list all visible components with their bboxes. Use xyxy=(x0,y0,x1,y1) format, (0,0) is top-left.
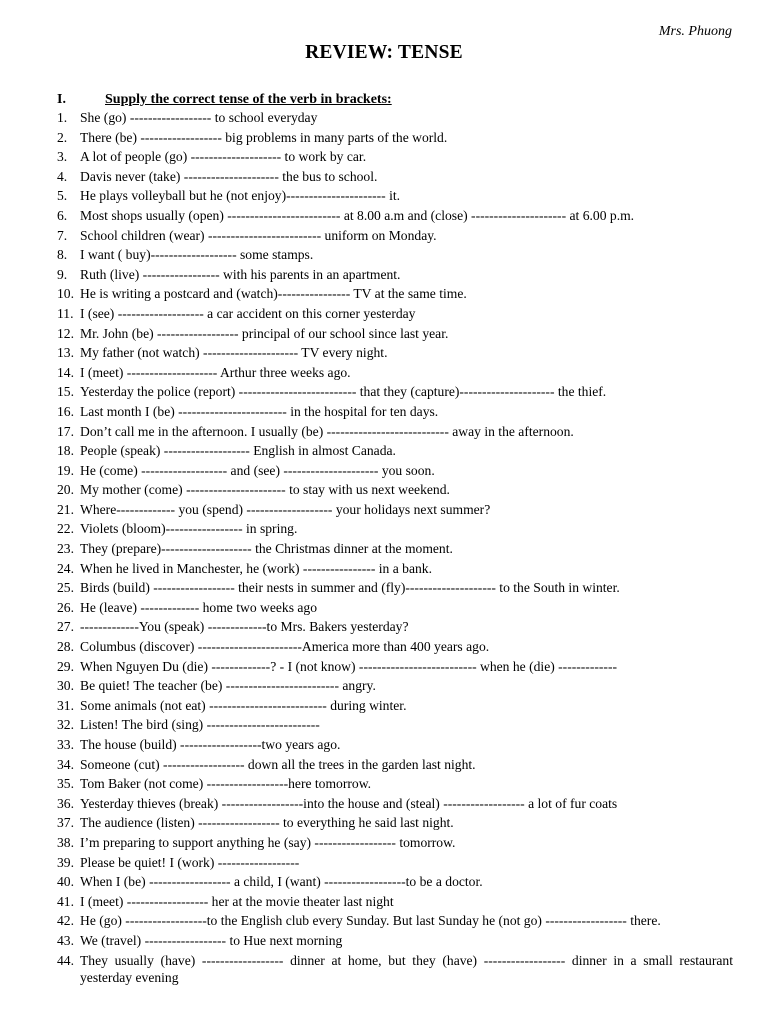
exercise-text: Listen! The bird (sing) ------------------------- xyxy=(80,717,320,733)
exercise-item xyxy=(57,756,733,773)
exercise-text: There (be) ------------------ big problems in many parts of the world. xyxy=(80,129,448,145)
exercise-item xyxy=(57,442,733,459)
exercise-text: -------------You (speak) -------------to Mrs. Bakers yesterday? xyxy=(80,619,409,635)
exercise-text: When Nguyen Du (die) -------------? - I (not know) -------------------------- when he (die) ------------- xyxy=(80,658,617,674)
exercise-text: Don’t call me in the afternoon. I usually (be) --------------------------- away in the afternoon. xyxy=(80,423,574,439)
exercise-item xyxy=(57,658,733,675)
exercise-text: Davis never (take) --------------------- the bus to school. xyxy=(80,168,378,184)
exercise-text: I (meet) -------------------- Arthur three weeks ago. xyxy=(80,364,351,380)
exercise-item xyxy=(57,736,733,753)
exercise-number: 22. xyxy=(57,521,74,537)
exercise-item xyxy=(57,168,733,185)
exercise-number: 17. xyxy=(57,423,74,439)
exercise-item xyxy=(57,560,733,577)
exercise-text: He plays volleyball but he (not enjoy)---------------------- it. xyxy=(80,188,401,204)
exercise-text: He (come) ------------------- and (see) --------------------- you soon. xyxy=(80,462,435,478)
author-name: Mrs. Phuong xyxy=(658,24,732,39)
exercise-number: 38. xyxy=(57,834,74,850)
exercise-number: 37. xyxy=(57,815,74,831)
exercise-item xyxy=(57,834,733,851)
exercise-number: 6. xyxy=(57,207,68,223)
exercise-text: Be quiet! The teacher (be) ------------------------- angry. xyxy=(80,678,376,694)
exercise-item xyxy=(57,854,733,871)
exercise-text: He is writing a postcard and (watch)---------------- TV at the same time. xyxy=(80,286,467,302)
exercise-item xyxy=(57,540,733,557)
exercise-number: 31. xyxy=(57,697,74,713)
exercise-number: 1. xyxy=(57,110,68,125)
exercise-item xyxy=(57,325,733,342)
exercise-number: 36. xyxy=(57,795,74,811)
exercise-item xyxy=(57,462,733,479)
exercise-item xyxy=(57,227,733,244)
exercise-text: My mother (come) ---------------------- to stay with us next weekend. xyxy=(80,482,450,498)
exercise-number: 3. xyxy=(57,149,68,165)
exercise-number: 14. xyxy=(57,364,74,380)
exercise-number: 35. xyxy=(57,776,74,792)
exercise-number: 43. xyxy=(57,932,74,948)
exercise-text: When I (be) ------------------ a child, I (want) ------------------to be a doctor. xyxy=(80,874,483,890)
exercise-number: 9. xyxy=(57,266,68,282)
exercise-text: Last month I (be) ------------------------ in the hospital for ten days. xyxy=(80,403,439,419)
exercise-text: Mr. John (be) ------------------ principal of our school since last year. xyxy=(80,325,449,341)
exercise-text: Yesterday the police (report) -------------------------- that they (capture)--------------------- the thief. xyxy=(80,384,607,400)
exercise-item xyxy=(57,109,733,126)
exercise-number: 13. xyxy=(57,345,74,361)
exercise-number: 26. xyxy=(57,599,74,615)
exercise-item xyxy=(57,305,733,322)
exercise-item xyxy=(57,383,733,400)
exercise-text: The audience (listen) ------------------ to everything he said last night. xyxy=(80,815,454,831)
exercise-item xyxy=(57,423,733,440)
exercise-item xyxy=(57,795,733,812)
exercise-text: Violets (bloom)----------------- in spring. xyxy=(80,521,298,537)
exercise-number: 18. xyxy=(57,443,74,459)
exercise-number: 34. xyxy=(57,756,74,772)
exercise-text: My father (not watch) --------------------- TV every night. xyxy=(80,345,388,361)
exercise-item xyxy=(57,912,733,929)
exercise-text: We (travel) ------------------ to Hue next morning xyxy=(80,932,343,948)
exercise-text: A lot of people (go) -------------------- to work by car. xyxy=(80,149,367,165)
exercise-item xyxy=(57,364,733,381)
exercise-number: 42. xyxy=(57,913,74,929)
exercise-item xyxy=(57,932,733,949)
exercise-number: 32. xyxy=(57,717,74,733)
exercise-text: Tom Baker (not come) ------------------here tomorrow. xyxy=(80,776,372,792)
exercise-text: Where------------- you (spend) ------------------- your holidays next summer? xyxy=(80,501,491,517)
exercise-list xyxy=(57,109,733,988)
exercise-text: People (speak) ------------------- English in almost Canada. xyxy=(80,443,396,459)
section-heading xyxy=(57,92,392,108)
exercise-text: Columbus (discover) -----------------------America more than 400 years ago. xyxy=(80,639,490,655)
exercise-number: 15. xyxy=(57,384,74,400)
exercise-text: Yesterday thieves (break) ------------------into the house and (steal) ------------------ a lot of fur coats xyxy=(80,795,618,811)
exercise-text: I’m preparing to support anything he (say) ------------------ tomorrow. xyxy=(80,834,456,850)
exercise-text: Please be quiet! I (work) ------------------ xyxy=(80,854,300,870)
section-instruction: Supply the correct tense of the verb in brackets: xyxy=(105,92,392,107)
exercise-text: He (go) ------------------to the English club every Sunday. But last Sunday he (not go) ------------------ there. xyxy=(80,913,661,929)
exercise-item xyxy=(57,814,733,831)
exercise-item xyxy=(57,677,733,694)
exercise-number: 24. xyxy=(57,560,74,576)
exercise-text: He (leave) ------------- home two weeks ago xyxy=(80,599,318,615)
exercise-number: 41. xyxy=(57,893,74,909)
exercise-item xyxy=(57,638,733,655)
exercise-item xyxy=(57,520,733,537)
exercise-number: 20. xyxy=(57,482,74,498)
exercise-number: 10. xyxy=(57,286,74,302)
exercise-item xyxy=(57,599,733,616)
exercise-number: 19. xyxy=(57,462,74,478)
exercise-item xyxy=(57,716,733,733)
exercise-item xyxy=(57,952,733,987)
exercise-number: 30. xyxy=(57,678,74,694)
exercise-item xyxy=(57,207,733,224)
exercise-text: I (meet) ------------------ her at the movie theater last night xyxy=(80,893,394,909)
exercise-number: 11. xyxy=(57,305,74,321)
exercise-text: They (prepare)-------------------- the Christmas dinner at the moment. xyxy=(80,541,453,557)
exercise-number: 27. xyxy=(57,619,74,635)
exercise-item xyxy=(57,344,733,361)
exercise-item xyxy=(57,187,733,204)
exercise-number: 5. xyxy=(57,188,68,204)
exercise-number: 44. xyxy=(57,952,74,968)
exercise-text: The house (build) ------------------two years ago. xyxy=(80,737,341,752)
exercise-number: 7. xyxy=(57,227,68,243)
exercise-text: She (go) ------------------ to school everyday xyxy=(80,110,318,125)
exercise-number: 23. xyxy=(57,541,74,557)
exercise-number: 21. xyxy=(57,501,74,517)
exercise-item xyxy=(57,481,733,498)
exercise-item xyxy=(57,285,733,302)
exercise-number: 29. xyxy=(57,658,74,674)
exercise-number: 2. xyxy=(57,129,68,145)
exercise-item xyxy=(57,129,733,146)
exercise-number: 40. xyxy=(57,874,74,890)
exercise-item xyxy=(57,697,733,714)
exercise-item xyxy=(57,403,733,420)
exercise-text: They usually (have) ------------------ dinner at home, but they (have) ------------------ dinner in a small restaurant yesterday evening xyxy=(80,952,733,985)
exercise-item xyxy=(57,266,733,283)
exercise-number: 25. xyxy=(57,580,74,596)
exercise-item xyxy=(57,618,733,635)
section-number: I. xyxy=(57,92,66,107)
exercise-text: When he lived in Manchester, he (work) ---------------- in a bank. xyxy=(80,560,432,576)
exercise-text: I want ( buy)------------------- some stamps. xyxy=(80,247,314,263)
exercise-number: 12. xyxy=(57,325,74,341)
exercise-item xyxy=(57,148,733,165)
exercise-number: 39. xyxy=(57,854,74,870)
page-title: REVIEW: TENSE xyxy=(305,42,463,63)
exercise-text: Most shops usually (open) ------------------------- at 8.00 a.m and (close) --------------------- at 6.00 p.m. xyxy=(80,207,635,223)
exercise-number: 4. xyxy=(57,168,68,184)
exercise-number: 8. xyxy=(57,247,68,263)
exercise-number: 33. xyxy=(57,737,74,752)
exercise-number: 28. xyxy=(57,639,74,655)
exercise-item xyxy=(57,501,733,518)
exercise-text: I (see) ------------------- a car accident on this corner yesterday xyxy=(80,305,416,321)
exercise-item xyxy=(57,246,733,263)
exercise-text: Some animals (not eat) -------------------------- during winter. xyxy=(80,697,407,713)
exercise-item xyxy=(57,893,733,910)
exercise-item xyxy=(57,579,733,596)
exercise-item xyxy=(57,775,733,792)
exercise-text: Someone (cut) ------------------ down all the trees in the garden last night. xyxy=(80,756,476,772)
exercise-item xyxy=(57,873,733,890)
exercise-number: 16. xyxy=(57,403,74,419)
exercise-text: Ruth (live) ----------------- with his parents in an apartment. xyxy=(80,266,401,282)
exercise-text: School children (wear) ------------------------- uniform on Monday. xyxy=(80,227,437,243)
exercise-text: Birds (build) ------------------ their nests in summer and (fly)-------------------- to the South in winter. xyxy=(80,580,620,596)
